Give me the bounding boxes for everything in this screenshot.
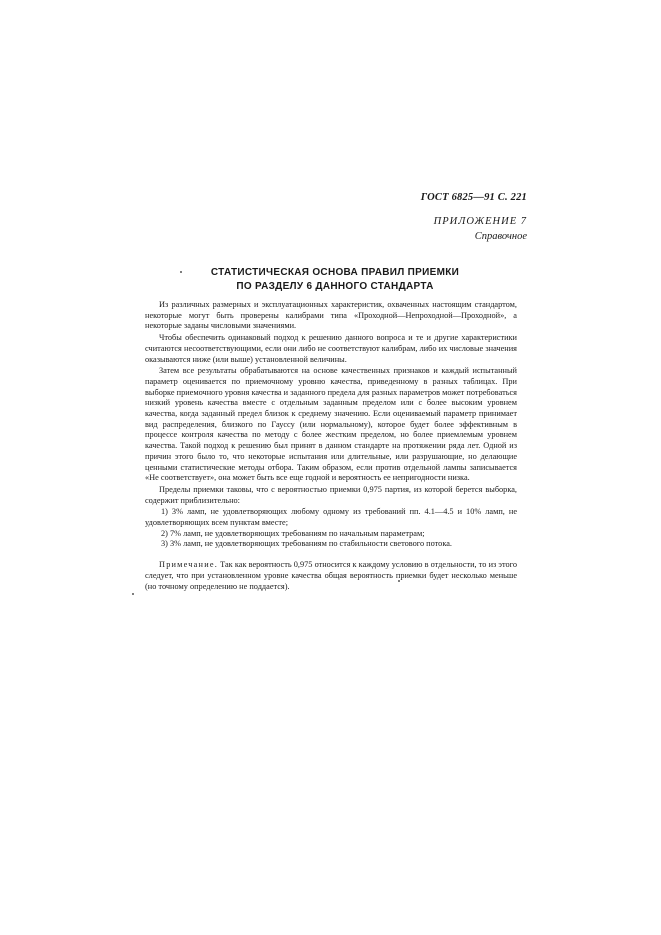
note-paragraph xyxy=(145,560,517,592)
limits-list xyxy=(145,507,517,550)
body-text xyxy=(145,300,517,593)
note-label: Примечание. xyxy=(159,560,218,570)
document-title xyxy=(145,266,525,294)
title-line-2: ПО РАЗДЕЛУ 6 ДАННОГО СТАНДАРТА xyxy=(236,281,434,292)
paragraph-2: Чтобы обеспечить одинаковый подход к решению данного вопроса и те и другие характеристики считаются несоответствующими, если они либо не соответствуют калибрам, либо их числовые значения оказываются ниже (или выше) установленной величины. xyxy=(145,333,517,364)
list-item-2: 2) 7% ламп, не удовлетворяющих требованиям по начальным параметрам; xyxy=(161,528,425,538)
scan-speck xyxy=(132,593,134,595)
appendix-number: ПРИЛОЖЕНИЕ 7 xyxy=(433,216,527,227)
paragraph-4: Пределы приемки таковы, что с вероятностью приемки 0,975 партия, из которой берется выборка, содержит приблизительно: xyxy=(145,484,517,505)
standard-code: ГОСТ 6825—91 С. 221 xyxy=(420,192,527,203)
title-line-1: СТАТИСТИЧЕСКАЯ ОСНОВА ПРАВИЛ ПРИЕМКИ xyxy=(210,267,460,278)
note-text: Так как вероятность 0,975 относится к каждому условию в отдельности, то из этого следует, что при установленном уровне качества общая вероятность приемки будет несколько меньше (но точному определению не поддается). xyxy=(145,560,517,591)
list-item-3: 3) 3% ламп, не удовлетворяющих требованиям по стабильности светового потока. xyxy=(161,539,452,549)
appendix-type: Справочное xyxy=(474,231,527,242)
paragraph-1: Из различных размерных и эксплуатационных характеристик, охваченных настоящим стандартом, некоторые могут быть проверены калибрами типа «Проходной—Непроходной—Проходной», а некоторые заданы числовыми значениями. xyxy=(145,300,517,331)
paragraph-3: Затем все результаты обрабатываются на основе качественных признаков и каждый испытанный параметр оценивается по приемочному уровню качества, приведенному в разных таблицах. При выборке приемочного уровня качества и заданного предела для разных параметров может потребоваться низкий уровень качества вместе с отдельным заданным пределом или с более высоким уровнем качества, когда заданный предел близок к среднему значению. Если оцениваемый параметр принимает вид распределения, близкого по Гауссу (или нормальному), которое будет более эффективным в процессе контроля качества по методу с более жестким пределом, но более приемлемым уровнем качества. Такой подход к решению был принят в данном стандарте на протяжении ряда лет. Одной из причин этого было то, что некоторые испытания или длительные, или разрушающие, но делающие ценными статистические методы отбора. Таким образом, если против отдельной лампы записывается «Не соответствует», она может быть все еще годной и вероятность ее непригодности низка. xyxy=(145,366,517,483)
scan-speck xyxy=(398,580,400,582)
appendix-heading xyxy=(434,214,527,244)
list-item-1: 1) 3% ламп, не удовлетворяющих любому одному из требований пп. 4.1—4.5 и 10% ламп, не удовлетворяющих всем пунктам вместе; xyxy=(145,507,517,528)
